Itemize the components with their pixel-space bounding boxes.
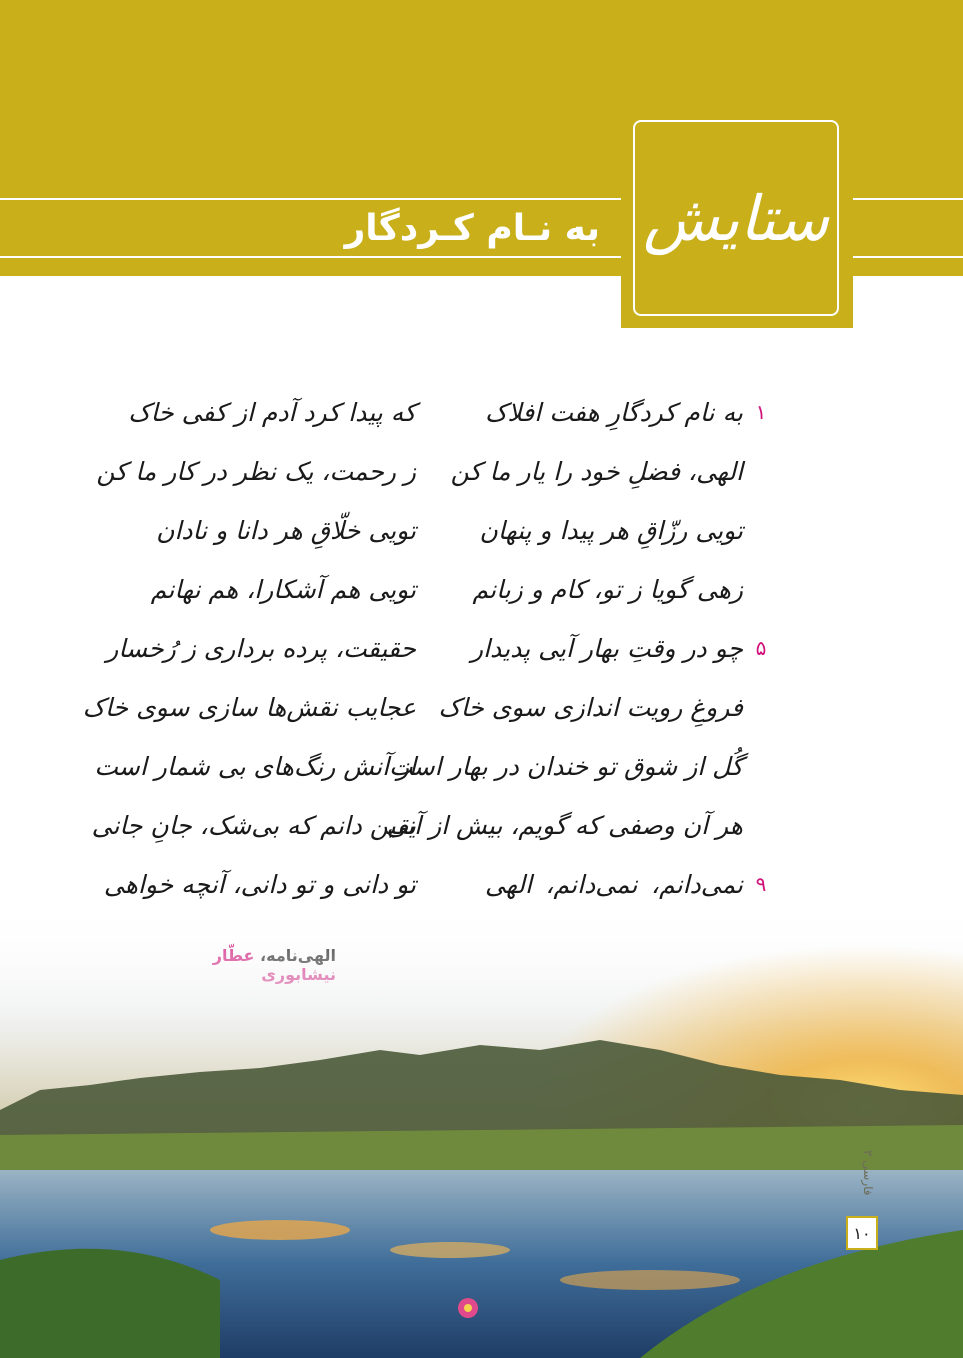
verse-left-hemistich: ز رحمت، یک نظر در کار ما کن [96,457,416,486]
header-rule-top-left [0,198,621,200]
verse-left-hemistich: تویی خلّاقِ هر دانا و نادان [156,516,416,545]
header-rule-bottom-right [853,256,963,258]
verse-row [82,685,780,744]
verse-row [96,449,780,508]
verse-left-hemistich: یقین دانم که بی‌شک، جانِ جانی [91,811,416,840]
lesson-title-box [621,104,853,328]
verse-right-hemistich: گُل از شوق تو خندان در بهار است [389,752,743,781]
verse-row [91,803,780,862]
poem [82,390,780,921]
lesson-title: ستایش [643,181,829,255]
verse-left-hemistich: حقیقت، پرده برداری ز رُخسار [106,634,416,663]
verse-right-hemistich: نمی‌دانم، نمی‌دانم، الهی [485,870,743,899]
verse-right-hemistich: زهی گویا ز تو، کام و زبانم [472,575,743,604]
verse-left-hemistich: عجایب نقش‌ها سازی سوی خاک [82,693,416,722]
page-number: ۱۰ [846,1216,878,1250]
verse-left-hemistich: که پیدا کرد آدم از کفی خاک [128,398,416,427]
book-side-label: فارسی ۳ [861,1150,875,1196]
verse-row [94,744,780,803]
verse-row [150,567,780,626]
verse-right-hemistich: الهی، فضلِ خود را یار ما کن [450,457,743,486]
verse-right-hemistich: هر آن وصفی که گویم، بیش از آنی [386,811,743,840]
header-rule-top-right [853,198,963,200]
sunset-lake-image [0,900,963,1358]
verse-row [106,626,780,685]
verse-left-hemistich: تویی هم آشکارا، هم نهانم [150,575,416,604]
verse-left-hemistich: تو دانی و تو دانی، آنچه خواهی [103,870,416,899]
verse-number: ۹ [755,872,767,896]
verse-row [150,508,780,567]
verse-right-hemistich: به نام کردگارِ هفت افلاک [485,398,743,427]
verse-right-hemistich: چو در وقتِ بهار آیی پدیدار [471,634,743,663]
verse-row [128,390,780,449]
verse-right-hemistich: فروغِ رویت اندازی سوی خاک [438,693,743,722]
verse-number: ۱ [755,400,767,424]
verse-left-hemistich: از آنش رنگ‌های بی شمار است [94,752,416,781]
verse-right-hemistich: تویی رزّاقِ هر پیدا و پنهان [479,516,743,545]
header-rule-bottom-left [0,256,621,258]
lesson-title-frame [633,120,839,316]
verse-number: ۵ [755,636,767,660]
lesson-subtitle: به نـام کـردگار [344,208,600,249]
